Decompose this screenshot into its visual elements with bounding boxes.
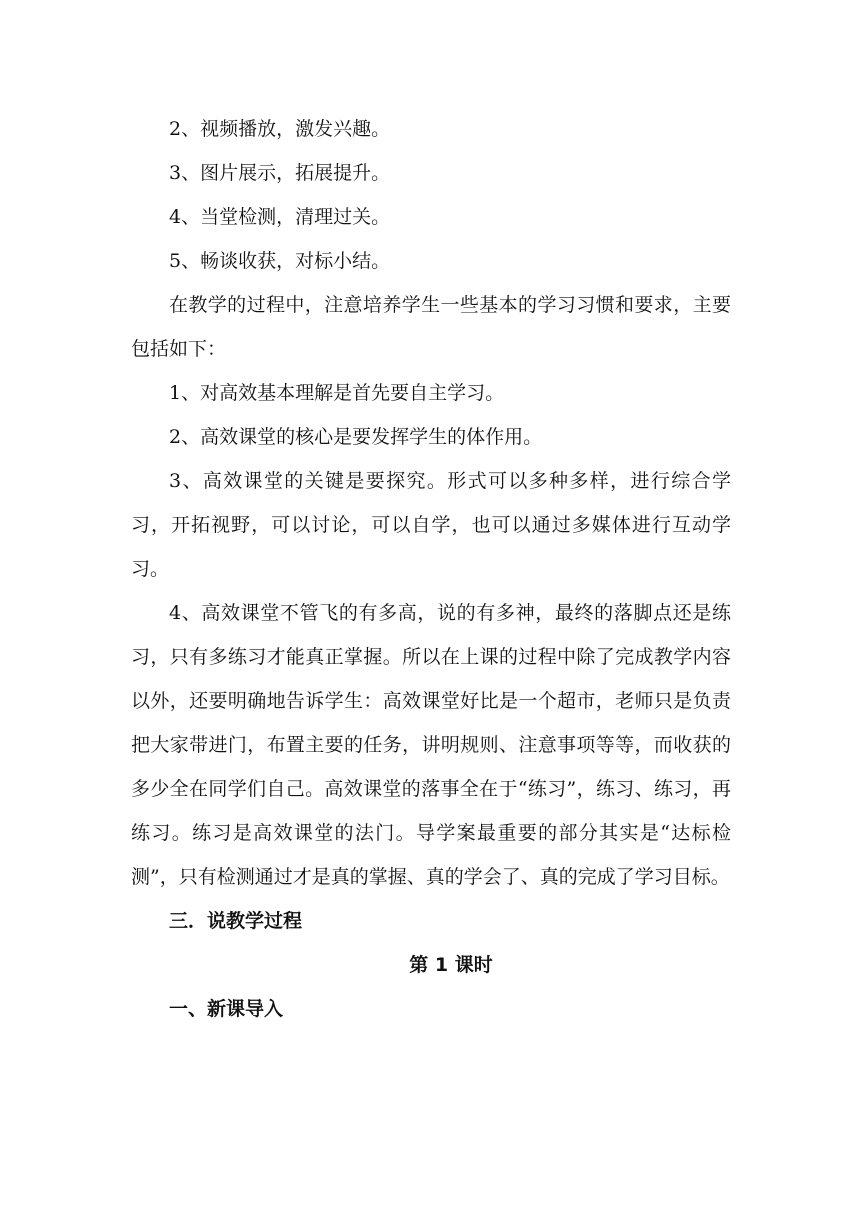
lesson-title: 第 1 课时	[409, 954, 493, 976]
habit-item-3: 3、高效课堂的关键是要探究。形式可以多种多样，进行综合学习，开拓视野，可以讨论，可以自学，也可以通过多媒体进行互动学习。	[131, 470, 731, 580]
habits-intro-paragraph: 在教学的过程中，注意培养学生一些基本的学习习惯和要求，主要包括如下：	[131, 294, 731, 360]
step-item-4: 4、当堂检测，清理过关。	[169, 206, 391, 228]
step-item-2: 2、视频播放，激发兴趣。	[169, 118, 391, 140]
habit-item-1: 1、对高效基本理解是首先要自主学习。	[169, 382, 505, 404]
step-item-5: 5、畅谈收获，对标小结。	[169, 250, 391, 272]
step-item-3: 3、图片展示，拓展提升。	[169, 162, 391, 184]
habit-item-4: 4、高效课堂不管飞的有多高，说的有多神，最终的落脚点还是练习，只有多练习才能真正掌握。所以在上课的过程中除了完成教学内容以外，还要明确地告诉学生：高效课堂好比是一个超市，老师只是负责把大家带进门，布置主要的任务，讲明规则、注意事项等等，而收获的多少全在同学们自己。高效课堂的落事全在于“练习”，练习、练习，再练习。练习是高效课堂的法门。导学案最重要的部分其实是“达标检测”，只有检测通过才是真的掌握、真的学会了、真的完成了学习目标。	[131, 602, 731, 888]
habit-item-2: 2、高效课堂的核心是要发挥学生的体作用。	[169, 426, 543, 448]
section-heading: 三．说教学过程	[169, 910, 303, 932]
sub-heading: 一、新课导入	[169, 998, 284, 1020]
document-body	[131, 107, 731, 1031]
